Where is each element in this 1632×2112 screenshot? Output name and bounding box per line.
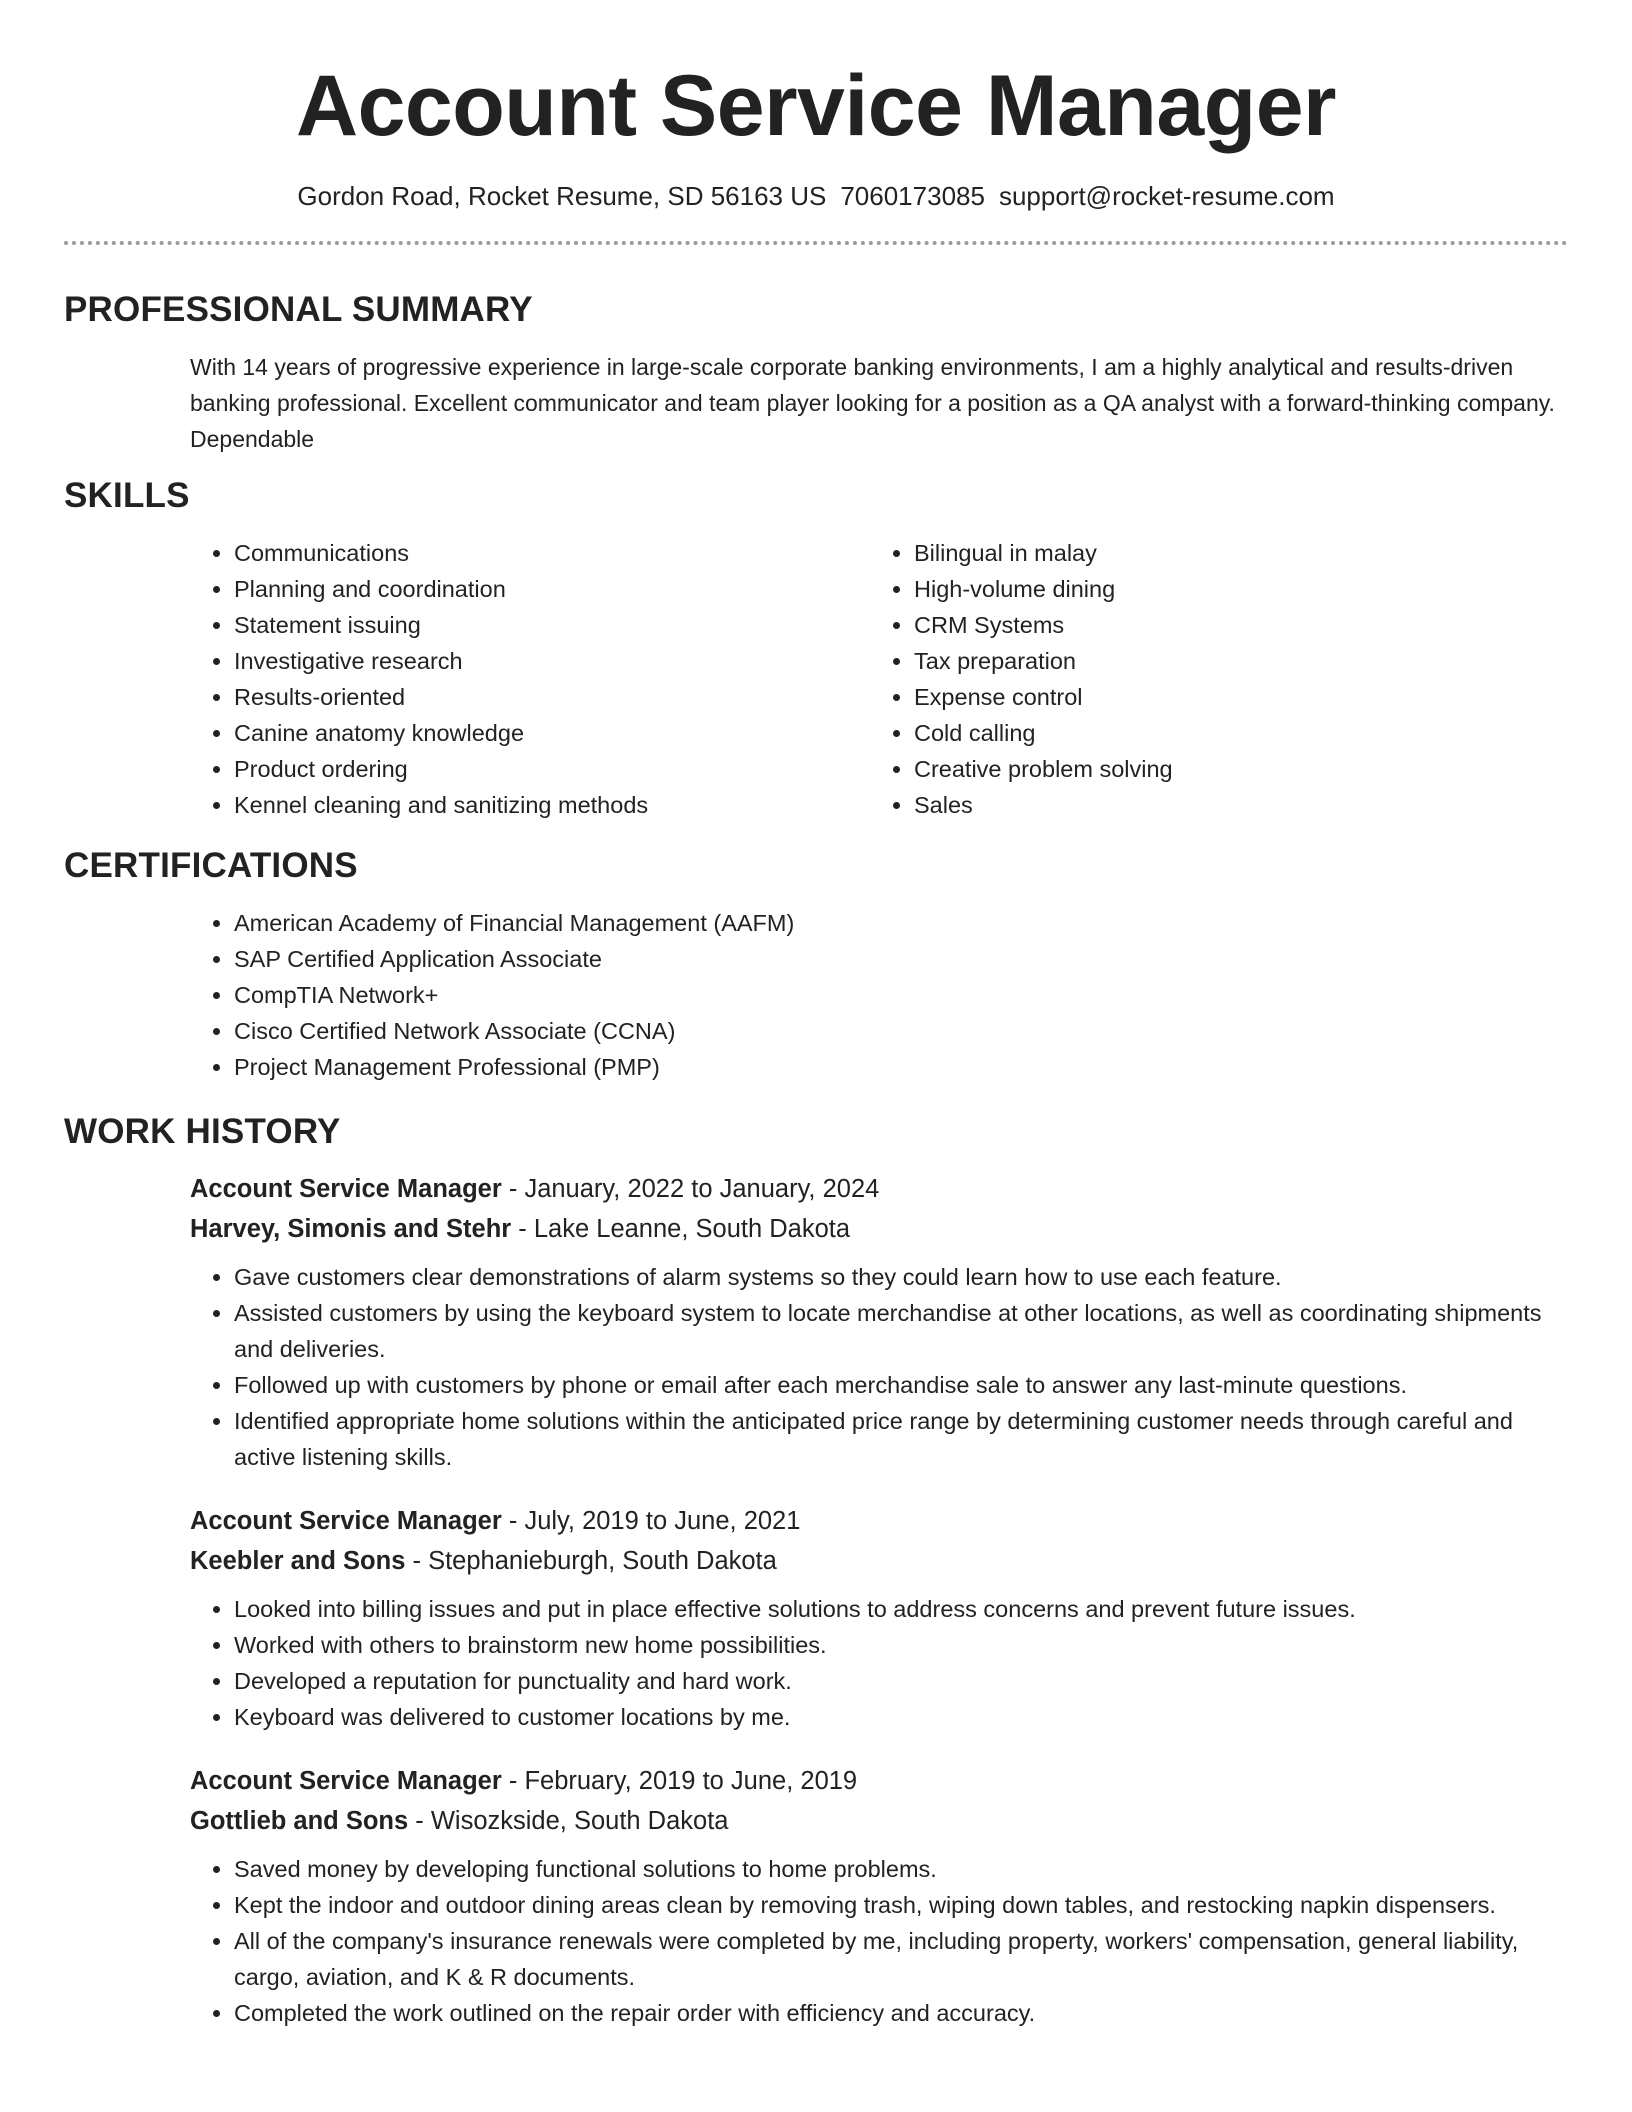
job-dates: - January, 2022 to January, 2024	[501, 1175, 880, 1203]
job-location: - Lake Leanne, South Dakota	[511, 1215, 851, 1243]
skills-right-list	[870, 535, 1550, 823]
job-bullet: • Assisted customers by using the keyboard system to locate merchandise at other locations, as well as coordinating shipments and deliveries.	[234, 1295, 1568, 1367]
job-dates: - February, 2019 to June, 2019	[501, 1767, 858, 1795]
skill-item: • Results-oriented	[234, 679, 870, 715]
certification-item: • American Academy of Financial Management (AAFM)	[234, 905, 1568, 941]
job-location: - Wisozkside, South Dakota	[408, 1807, 729, 1835]
skill-item: • Product ordering	[234, 751, 870, 787]
job-entry	[190, 1169, 1568, 1475]
work-history-section	[64, 1111, 1568, 2031]
job-location: - Stephanieburgh, South Dakota	[405, 1547, 777, 1575]
job-dates: - July, 2019 to June, 2021	[501, 1507, 801, 1535]
job-entry	[190, 1501, 1568, 1735]
skill-item: • Canine anatomy knowledge	[234, 715, 870, 751]
certification-item: • CompTIA Network+	[234, 977, 1568, 1013]
skill-item: • Planning and coordination	[234, 571, 870, 607]
skill-item: • Communications	[234, 535, 870, 571]
job-bullet: • Gave customers clear demonstrations of alarm systems so they could learn how to use each feature.	[234, 1259, 1568, 1295]
job-bullet: • Followed up with customers by phone or email after each merchandise sale to answer any last-minute questions.	[234, 1367, 1568, 1403]
job-bullet: • Looked into billing issues and put in place effective solutions to address concerns and prevent future issues.	[234, 1591, 1568, 1627]
skill-item: • Expense control	[914, 679, 1550, 715]
candidate-name: Account Service Manager	[296, 58, 1336, 154]
header-divider	[64, 241, 1568, 245]
contact-line	[0, 180, 1632, 212]
job-bullet: • Developed a reputation for punctuality and hard work.	[234, 1663, 1568, 1699]
job-company: Gottlieb and Sons	[190, 1807, 409, 1835]
job-title-line	[190, 1501, 1568, 1541]
skill-item: • High-volume dining	[914, 571, 1550, 607]
job-company: Harvey, Simonis and Stehr	[190, 1215, 512, 1243]
skills-right-column	[870, 535, 1550, 823]
skill-item: • Creative problem solving	[914, 751, 1550, 787]
job-entry	[190, 1761, 1568, 2031]
job-bullets	[190, 1851, 1568, 2031]
job-title-line	[190, 1169, 1568, 1209]
job-role: Account Service Manager	[190, 1507, 502, 1535]
skills-heading: SKILLS	[64, 476, 190, 515]
summary-text: With 14 years of progressive experience in large-scale corporate banking environments, I am a highly analytical and results-driven banking professional. Excellent communicator and team player looking for a position as a QA analyst with a forward-thinking company. Dependable	[190, 354, 1555, 452]
skills-columns	[190, 535, 1568, 823]
skills-left-column	[190, 535, 870, 823]
contact-email: support@rocket-resume.com	[998, 181, 1335, 211]
skill-item: • Sales	[914, 787, 1550, 823]
skill-item: • Investigative research	[234, 643, 870, 679]
certification-item: • Project Management Professional (PMP)	[234, 1049, 1568, 1085]
job-bullets	[190, 1591, 1568, 1735]
contact-address: Gordon Road, Rocket Resume, SD 56163 US	[297, 181, 827, 211]
certifications-section	[64, 845, 1568, 1085]
job-bullet: • Completed the work outlined on the repair order with efficiency and accuracy.	[234, 1995, 1568, 2031]
job-bullet: • Kept the indoor and outdoor dining areas clean by removing trash, wiping down tables, and restocking napkin dispensers.	[234, 1887, 1568, 1923]
skill-item: • CRM Systems	[914, 607, 1550, 643]
work-history-heading: WORK HISTORY	[64, 1112, 341, 1151]
certifications-list	[190, 905, 1568, 1085]
job-company-line	[190, 1801, 1568, 1841]
certifications-list-wrap	[190, 905, 1568, 1085]
skill-item: • Kennel cleaning and sanitizing methods	[234, 787, 870, 823]
job-role: Account Service Manager	[190, 1175, 502, 1203]
skills-left-list	[190, 535, 870, 823]
skills-section	[64, 475, 1568, 823]
job-bullet: • Keyboard was delivered to customer locations by me.	[234, 1699, 1568, 1735]
job-company: Keebler and Sons	[190, 1547, 406, 1575]
job-bullet: • Identified appropriate home solutions within the anticipated price range by determining customer needs through careful and active listening skills.	[234, 1403, 1568, 1475]
contact-phone: 7060173085	[840, 181, 985, 211]
job-bullet: • Saved money by developing functional solutions to home problems.	[234, 1851, 1568, 1887]
skill-item: • Bilingual in malay	[914, 535, 1550, 571]
job-bullet: • Worked with others to brainstorm new home possibilities.	[234, 1627, 1568, 1663]
job-company-line	[190, 1209, 1568, 1249]
skill-item: • Cold calling	[914, 715, 1550, 751]
summary-section	[64, 289, 1568, 457]
skill-item: • Tax preparation	[914, 643, 1550, 679]
job-title-line	[190, 1761, 1568, 1801]
job-bullets	[190, 1259, 1568, 1475]
job-bullet: • All of the company's insurance renewals were completed by me, including property, workers' compensation, general liability, cargo, aviation, and K & R documents.	[234, 1923, 1568, 1995]
job-role: Account Service Manager	[190, 1767, 502, 1795]
skill-item: • Statement issuing	[234, 607, 870, 643]
certification-item: • SAP Certified Application Associate	[234, 941, 1568, 977]
summary-heading: PROFESSIONAL SUMMARY	[64, 290, 533, 329]
job-company-line	[190, 1541, 1568, 1581]
certification-item: • Cisco Certified Network Associate (CCNA)	[234, 1013, 1568, 1049]
certifications-heading: CERTIFICATIONS	[64, 846, 358, 885]
